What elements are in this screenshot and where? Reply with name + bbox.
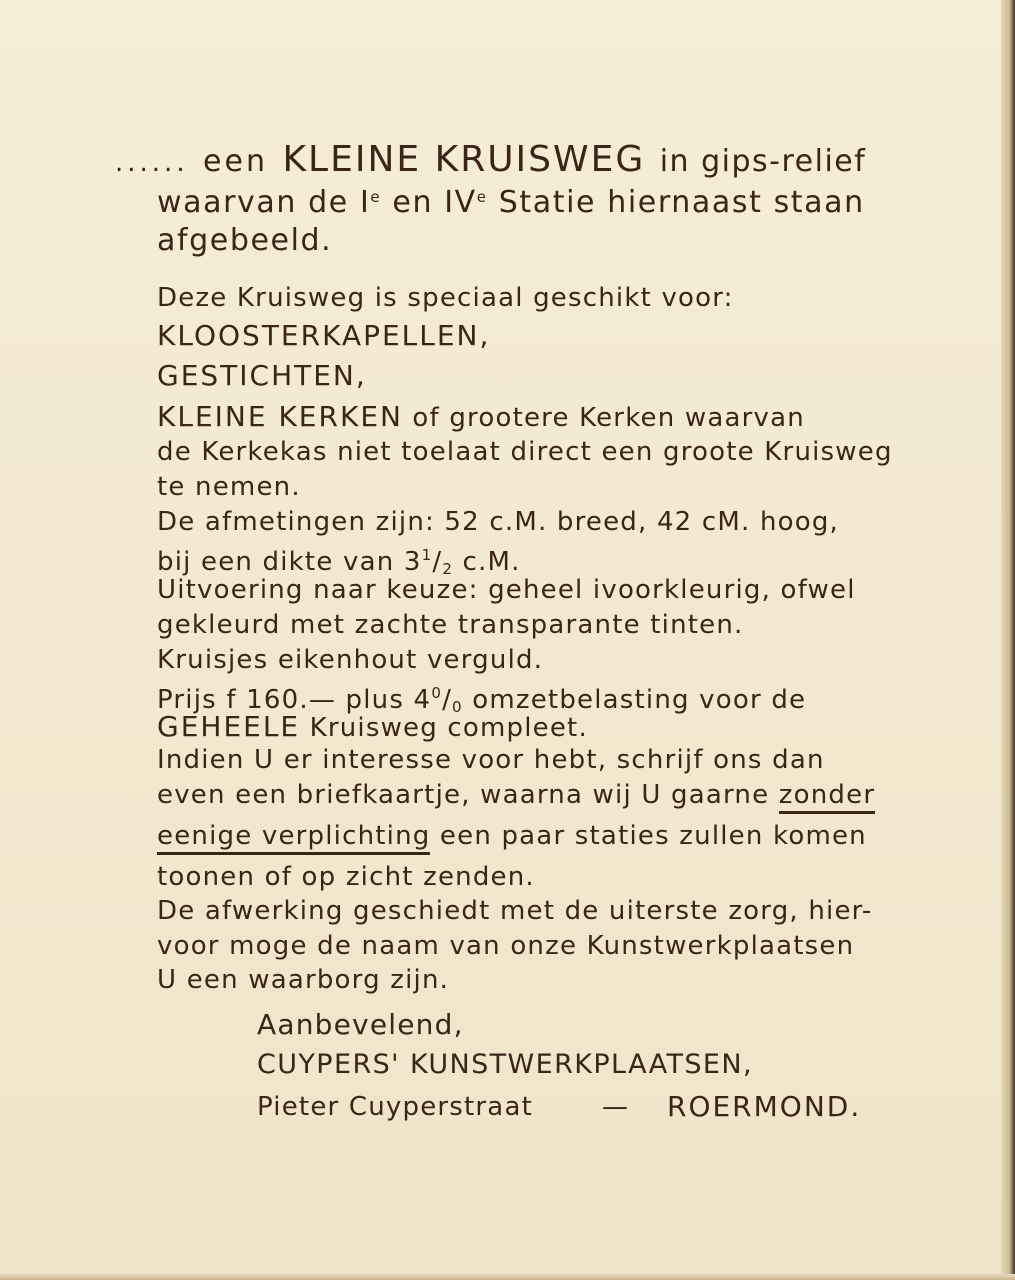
price-line-1: Prijs f 160.— plus $4^0/0$ omzetbelasting voor de [157, 684, 807, 716]
suitable-lead: Deze Kruisweg is speciaal geschikt voor: [157, 283, 734, 313]
closing-dash: — [602, 1092, 630, 1122]
care-line-1: De afwerking geschiedt met de uiterste zorg, hier- [157, 896, 873, 926]
finish-line-2: gekleurd met zachte transparante tinten. [157, 610, 744, 640]
underlined-eenige-verplichting: eenige verplichting [157, 821, 430, 855]
closing-city: ROERMOND. [667, 1090, 862, 1123]
interest-line-4: toonen of op zicht zenden. [157, 862, 535, 892]
intro-line-3: afgebeeld. [157, 223, 333, 258]
finish-line-1: Uitvoering naar keuze: geheel ivoorkleurig, ofwel [157, 575, 856, 605]
intro-line-1 [115, 140, 895, 183]
interest-line-1: Indien U er interesse voor hebt, schrijf ons dan [157, 745, 825, 775]
intro-een: een [203, 144, 268, 179]
suitable-item-churches-line-3: te nemen. [157, 472, 301, 502]
suitable-item-chapels: KLOOSTERKAPELLEN, [157, 319, 491, 352]
suitable-item-institutions: GESTICHTEN, [157, 359, 367, 392]
care-line-3: U een waarborg zijn. [157, 965, 450, 995]
leader-dots: ...... [115, 148, 189, 178]
care-line-2: voor moge de naam van onze Kunstwerkplaatsen [157, 931, 855, 961]
suitable-item-churches: KLEINE KERKEN of grootere Kerken waarvan [157, 400, 805, 433]
closing-company: CUYPERS' KUNSTWERKPLAATSEN, [257, 1049, 753, 1080]
closing-address [257, 1092, 889, 1122]
closing-greeting: Aanbevelend, [257, 1008, 464, 1041]
underlined-zonder: zonder [779, 780, 875, 814]
interest-line-2: even een briefkaartje, waarna wij U gaarne zonder [157, 780, 875, 810]
price-line-2: GEHEELE Kruisweg compleet. [157, 710, 588, 743]
paper-right-edge [1001, 0, 1015, 1280]
interest-line-3: eenige verplichting een paar staties zullen komen [157, 821, 867, 851]
finish-line-3: Kruisjes eikenhout verguld. [157, 645, 544, 675]
intro-material: in gips-relief [659, 144, 867, 179]
closing-street: Pieter Cuyperstraat [257, 1092, 533, 1122]
suitable-item-churches-line-2: de Kerkekas niet toelaat direct een groote Kruisweg [157, 437, 893, 467]
dimensions-line-2: bij een dikte van $3^1/2$ c.M. [157, 546, 521, 578]
paper-bottom-edge [0, 1274, 1015, 1280]
intro-line-2: waarvan de Ie en IVe Statie hiernaast staan [157, 185, 865, 220]
product-title: KLEINE KRUISWEG [282, 139, 646, 180]
dimensions-line-1: De afmetingen zijn: 52 c.M. breed, 42 cM. hoog, [157, 507, 840, 537]
